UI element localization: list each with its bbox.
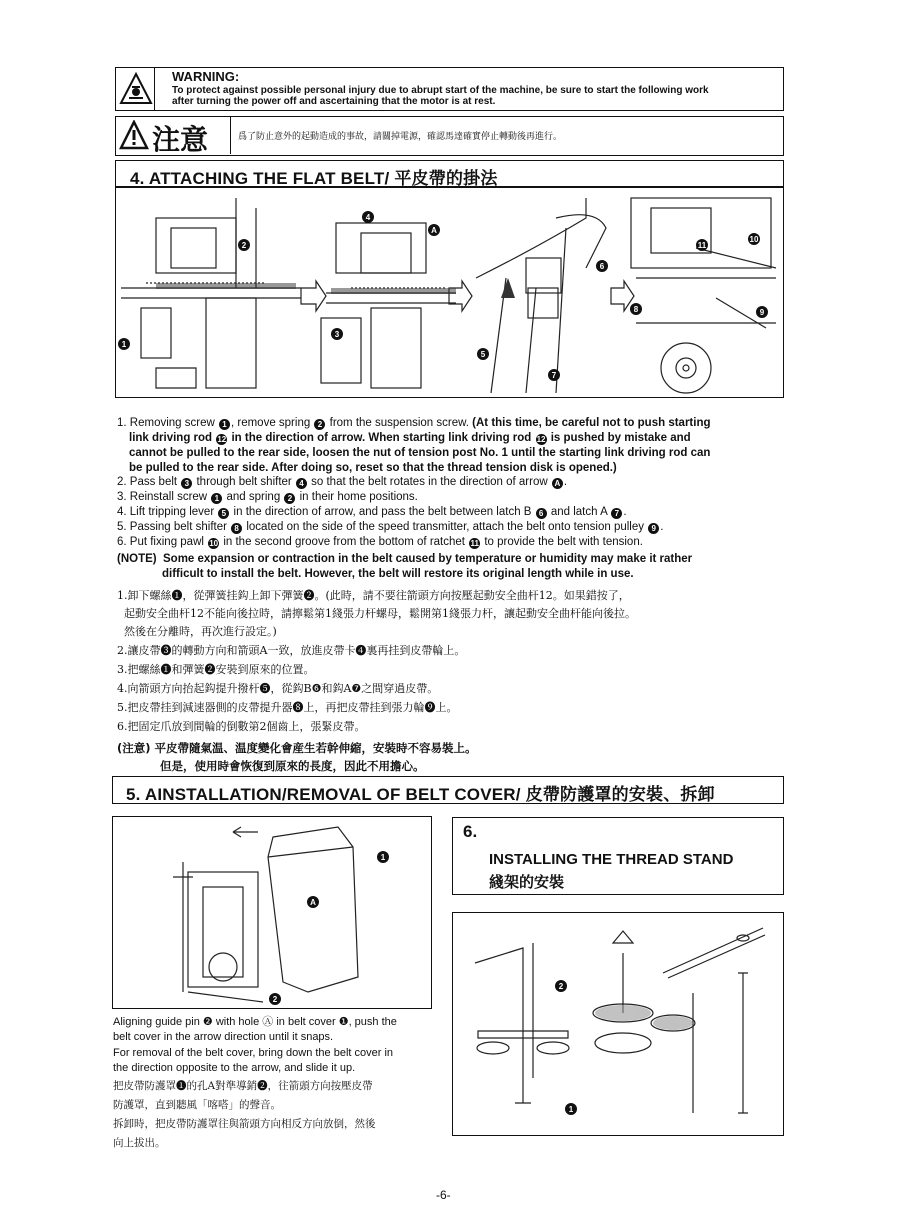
callout-11: 11 <box>697 241 707 250</box>
warning-box <box>115 67 784 111</box>
cn-warning-label-text: 注意 <box>152 123 209 156</box>
step-4: 4. Lift tripping lever 5 in the direction of arrow, and pass the belt between latch B 6 and latch A 7 . <box>117 506 627 518</box>
callout-1: 1 <box>568 1105 574 1114</box>
callout-1: 1 <box>380 853 386 862</box>
callout-10: 10 <box>749 235 759 244</box>
cn-step-3: 3.把螺絲❶和彈簧❷安裝到原來的位置。 <box>117 663 315 676</box>
note-line-2: difficult to install the belt. However, the belt will restore its original length while in use. <box>162 568 634 580</box>
thread-stand-illustration-box <box>452 912 784 1136</box>
callout-2: 2 <box>558 982 564 991</box>
step-1-line-3: cannot be pulled to the rear side, loosen the nut of tension post No. 1 until the starting link driving rod can <box>129 447 711 459</box>
callout-9: 9 <box>759 308 765 317</box>
note-line-1: (NOTE) Some expansion or contraction in the belt caused by temperature or humidity may make it rather <box>117 553 693 565</box>
cn-step-4: 4.向箭頭方向抬起鈎提升撥杆❺，從鈎B❻和鈎A❼之間穿過皮帶。 <box>117 682 439 695</box>
step-5: 5. Passing belt shifter 8 located on the side of the speed transmitter, attach the belt onto tension pulley 9 . <box>117 521 664 533</box>
section-5-cn-line-3: 拆卸時，把皮帶防護罩往與箭頭方向相反方向放倒，然後 <box>113 1118 376 1130</box>
section-5-cn-line-1: 把皮帶防護罩❶的孔A對準導銷❷，往箭頭方向按壓皮帶 <box>113 1080 373 1092</box>
cn-step-5: 5.把皮帶挂到減速器側的皮帶提升器❽上，再把皮帶挂到張力輪❾上。 <box>117 701 458 714</box>
section-5-text-line-3: For removal of the belt cover, bring down the belt cover in <box>113 1047 394 1059</box>
step-1-line-1: 1. Removing screw 1 , remove spring 2 from the suspension screw. (At this time, be careful not to push starting <box>117 417 711 429</box>
cn-warning-text: 爲了防止意外的起動造成的事故，請關掉電源，確認馬達確實停止轉動後再進行。 <box>238 132 563 142</box>
callout-5: 5 <box>480 350 486 359</box>
step-6: 6. Put fixing pawl 10 in the second groove from the bottom of ratchet 11 to provide the belt with tension. <box>117 536 643 548</box>
section-5-text-line-4: the direction opposite to the arrow, and slide it up. <box>113 1062 356 1074</box>
callout-3: 3 <box>334 330 340 339</box>
warning-triangle-icon <box>119 120 149 150</box>
section-6-header <box>452 817 784 895</box>
page-number: -6- <box>436 1188 451 1202</box>
cn-step-6: 6.把固定爪放到間輪的倒數第2個齒上，張緊皮帶。 <box>117 720 366 733</box>
section-5-cn-line-2: 防護罩，直到聽風「喀嗒」的聲音。 <box>113 1099 281 1111</box>
callout-a: A <box>431 226 437 235</box>
section-4-title: 4. ATTACHING THE FLAT BELT/ 平皮帶的掛法 <box>130 169 498 188</box>
section-6-title-cn: 綫架的安裝 <box>489 873 565 891</box>
section-6-number: 6. <box>463 822 478 841</box>
section-6-title-en: INSTALLING THE THREAD STAND <box>489 851 734 868</box>
cn-note-line-1: (注意) 平皮帶隨氣温、温度變化會産生若幹伸縮，安裝時不容易裝上。 <box>117 741 477 755</box>
warning-line-2: after turning the power off and ascertaining that the motor is at rest. <box>172 96 496 107</box>
callout-a: A <box>310 898 316 907</box>
flat-belt-illustration <box>116 188 782 396</box>
warning-title: WARNING: <box>172 69 240 84</box>
section-4-illustrations <box>115 187 784 398</box>
callout-2: 2 <box>241 241 247 250</box>
cn-step-1-line-2: 起動安全曲杆12不能向後拉時，請擰鬆第1綫張力杆螺母，鬆開第1綫張力杆，讓起動安全曲杆能向後拉。 <box>124 607 636 620</box>
thread-stand-illustration <box>453 913 782 1134</box>
section-5-header <box>112 776 784 804</box>
warning-line-1: To protect against possible personal injury due to abrupt start of the machine, be sure to start the following work <box>172 85 709 96</box>
callout-8: 8 <box>633 305 639 314</box>
step-1-line-4: be pulled to the rear side. After doing so, reset so that the thread tension disk is opened.) <box>129 462 617 474</box>
callout-2: 2 <box>272 995 278 1004</box>
section-5-cn-line-4: 向上拔出。 <box>113 1137 166 1149</box>
cn-step-1-line-1: 1.卸下螺絲❶，從彈簧挂鈎上卸下彈簧❷。(此時，請不要往箭頭方向按壓起動安全曲杆12。如果錯按了， <box>117 589 630 602</box>
cn-step-2: 2.讓皮帶❸的轉動方向和箭頭A一致，放進皮帶卡❹裏再挂到皮帶輪上。 <box>117 644 466 657</box>
callout-7: 7 <box>551 371 557 380</box>
cn-note-line-2: 但是，使用時會恢復到原來的長度，因此不用擔心。 <box>160 759 425 773</box>
section-5-text-line-1: Aligning guide pin ❷ with hole Ⓐ in belt cover ❶, push the <box>113 1016 397 1028</box>
callout-1: 1 <box>121 340 127 349</box>
section-5-text-line-2: belt cover in the arrow direction until it snaps. <box>113 1031 334 1043</box>
cn-warning-label <box>116 117 231 154</box>
belt-cover-illustration-box <box>112 816 432 1009</box>
cn-warning-box <box>115 116 784 156</box>
cn-step-1-line-3: 然後在分離時，再次進行設定。) <box>124 625 277 638</box>
warning-triangle-icon <box>119 72 153 106</box>
callout-4: 4 <box>365 213 371 222</box>
step-1-line-2: link driving rod 12 in the direction of arrow. When starting link driving rod 12 is pushed by mistake and <box>129 432 691 444</box>
callout-6: 6 <box>599 262 605 271</box>
step-3: 3. Reinstall screw 1 and spring 2 in their home positions. <box>117 491 418 503</box>
step-2: 2. Pass belt 3 through belt shifter 4 so that the belt rotates in the direction of arrow A . <box>117 476 568 488</box>
belt-cover-illustration <box>113 817 430 1007</box>
section-5-title: 5. AINSTALLATION/REMOVAL OF BELT COVER/ 皮帶防護罩的安裝、拆卸 <box>126 785 715 804</box>
section-4-header <box>115 160 784 187</box>
